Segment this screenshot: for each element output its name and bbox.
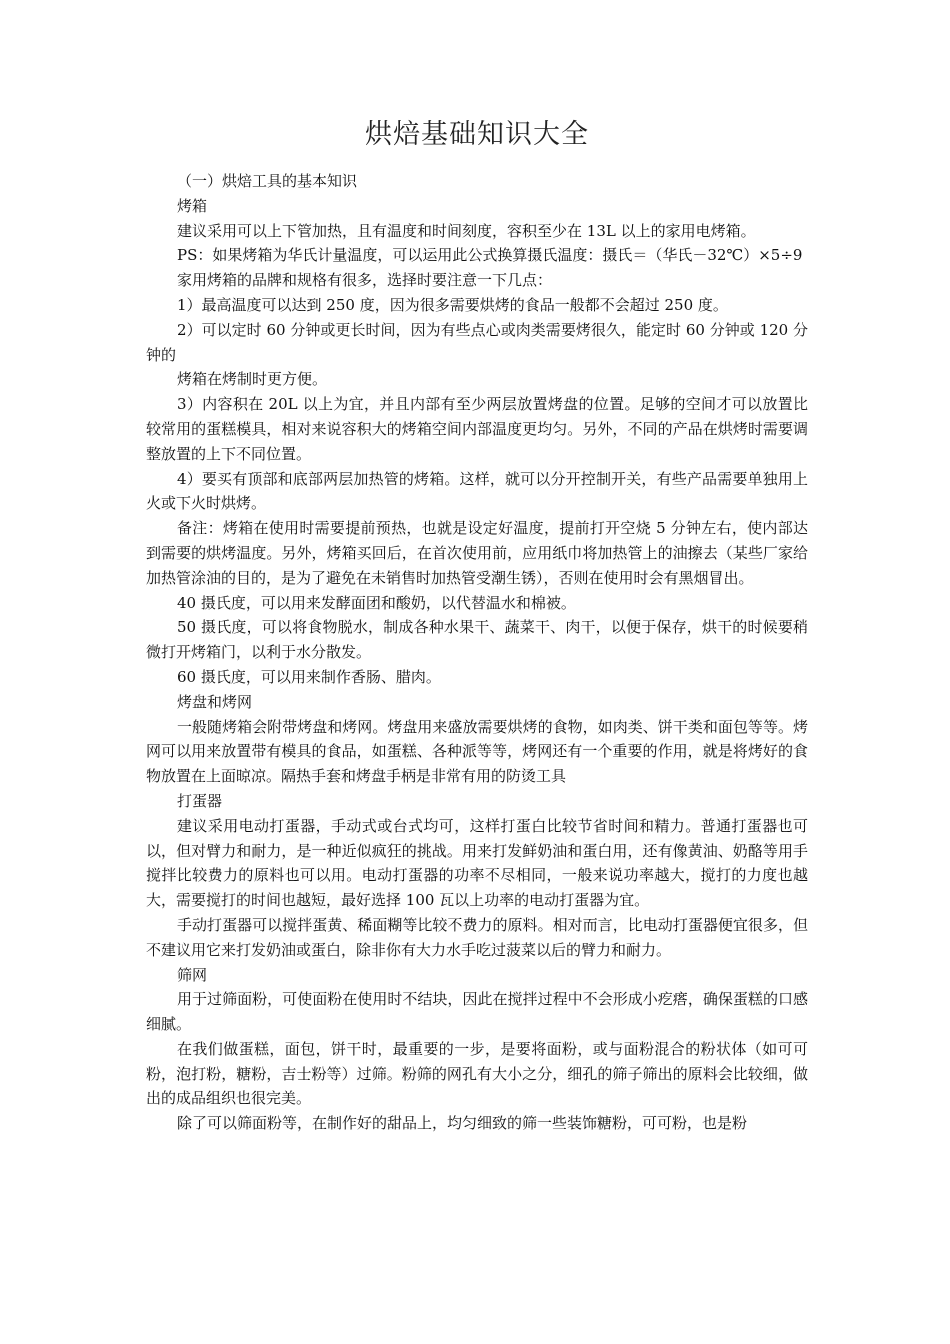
paragraph: 建议采用电动打蛋器，手动式或台式均可，这样打蛋白比较节省时间和精力。普通打蛋器也可以，但对臂力和耐力，是一种近似疯狂的挑战。用来打发鲜奶油和蛋白用，还有像黄油、奶酪等用手搅拌比较费力的原料也可以用。电动打蛋器的功率不尽相同，一般来说功率越大，搅打的力度也越大，需要搅打的时间也越短，最好选择 100 瓦以上功率的电动打蛋器为宜。 — [146, 816, 808, 910]
paragraph: 烤盘和烤网 — [177, 692, 253, 711]
document-body — [146, 169, 808, 1136]
paragraph: 建议采用可以上下管加热，且有温度和时间刻度，容积至少在 13L 以上的家用电烤箱。 — [177, 221, 756, 240]
paragraph: 用于过筛面粉，可使面粉在使用时不结块，因此在搅拌过程中不会形成小疙瘩，确保蛋糕的口感细腻。 — [146, 990, 808, 1034]
paragraph: 打蛋器 — [177, 791, 223, 810]
paragraph: 筛网 — [177, 965, 208, 984]
paragraph: 烤箱 — [177, 196, 208, 215]
paragraph: 2）可以定时 60 分钟或更长时间，因为有些点心或肉类需要烤很久，能定时 60 分钟或 120 分钟的 — [146, 320, 808, 364]
paragraph: 手动打蛋器可以搅拌蛋黄、稀面糊等比较不费力的原料。相对而言，比电动打蛋器便宜很多，但不建议用它来打发奶油或蛋白，除非你有大力水手吃过菠菜以后的臂力和耐力。 — [146, 915, 808, 959]
paragraph: 3）内容积在 20L 以上为宜，并且内部有至少两层放置烤盘的位置。足够的空间才可以放置比较常用的蛋糕模具，相对来说容积大的烤箱空间内部温度更均匀。另外，不同的产品在烘烤时需要调整放置的上下不同位置。 — [146, 395, 808, 463]
paragraph: 4）要买有顶部和底部两层加热管的烤箱。这样，就可以分开控制开关，有些产品需要单独用上火或下火时烘烤。 — [146, 469, 808, 513]
paragraph: 50 摄氏度，可以将食物脱水，制成各种水果干、蔬菜干、肉干，以便于保存，烘干的时候要稍微打开烤箱门，以利于水分散发。 — [146, 618, 808, 662]
paragraph: 40 摄氏度，可以用来发酵面团和酸奶，以代替温水和棉被。 — [177, 593, 576, 612]
paragraph: 1）最高温度可以达到 250 度，因为很多需要烘烤的食品一般都不会超过 250 度。 — [177, 295, 728, 314]
paragraph: （一）烘焙工具的基本知识 — [177, 172, 358, 190]
paragraph: 在我们做蛋糕，面包，饼干时，最重要的一步，是要将面粉，或与面粉混合的粉状体（如可可粉，泡打粉，糖粉，吉士粉等）过筛。粉筛的网孔有大小之分，细孔的筛子筛出的原料会比较细，做出的成品组织也很完美。 — [146, 1039, 808, 1108]
paragraph: PS：如果烤箱为华氏计量温度，可以运用此公式换算摄氏温度：摄氏＝（华氏－32℃）×5÷9 — [177, 246, 803, 265]
paragraph: 备注：烤箱在使用时需要提前预热，也就是设定好温度，提前打开空烧 5 分钟左右，使内部达到需要的烘烤温度。另外，烤箱买回后，在首次使用前，应用纸巾将加热管上的油擦去（某些厂家给加热管涂油的目的，是为了避免在未销售时加热管受潮生锈），否则在使用时会有黑烟冒出。 — [146, 519, 808, 587]
paragraph: 一般随烤箱会附带烤盘和烤网。烤盘用来盛放需要烘烤的食物，如肉类、饼干类和面包等等。烤网可以用来放置带有模具的食品，如蛋糕、各种派等等，烤网还有一个重要的作用，就是将烤好的食物放置在上面晾凉。隔热手套和烤盘手柄是非常有用的防烫工具 — [146, 717, 808, 786]
paragraph: 60 摄氏度，可以用来制作香肠、腊肉。 — [177, 667, 441, 686]
paragraph: 除了可以筛面粉等，在制作好的甜品上，均匀细致的筛一些装饰糖粉，可可粉，也是粉 — [177, 1114, 748, 1133]
paragraph: 烤箱在烤制时更方便。 — [177, 370, 328, 389]
paragraph: 家用烤箱的品牌和规格有很多，选择时要注意一下几点： — [177, 271, 553, 290]
document-title: 烘焙基础知识大全 — [365, 119, 589, 150]
document-page — [146, 112, 808, 1136]
